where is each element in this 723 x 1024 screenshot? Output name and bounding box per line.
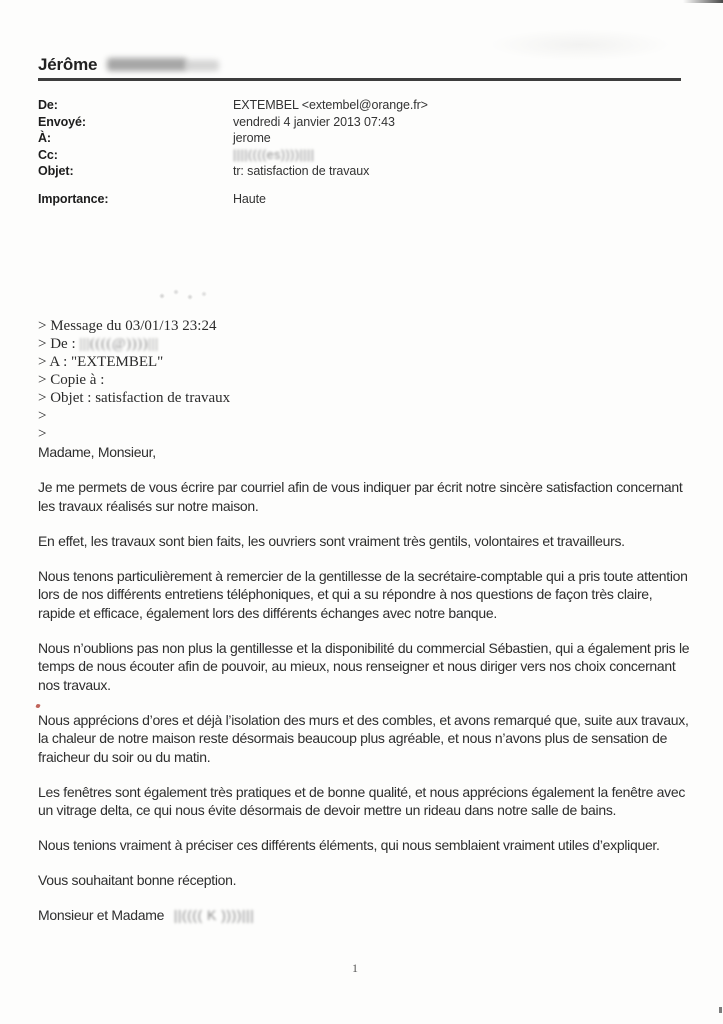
field-cc xyxy=(38,147,658,164)
scan-artifact-top-right-edge xyxy=(683,0,723,3)
body-paragraph: Les fenêtres sont également très pratiques et de bonne qualité, et nous apprécions également la fenêtre avec un vitrage delta, ce qui nous évite désormais de devoir mettre un rideau dans notre salle de bains. xyxy=(38,783,686,818)
field-cc-redacted-value: ||||((((es))))|||| xyxy=(233,147,315,162)
recipient-header xyxy=(38,55,219,75)
signature-redacted-name: ||(((( K ))))||| xyxy=(173,907,255,923)
header-divider xyxy=(38,78,681,81)
quoted-message-header xyxy=(38,317,678,443)
quoted-de-prefix: > De : xyxy=(38,336,76,352)
quoted-line-objet: > Objet : satisfaction de travaux xyxy=(38,390,231,406)
email-body xyxy=(38,443,693,941)
field-envoye-value: vendredi 4 janvier 2013 07:43 xyxy=(233,114,395,129)
signature-line xyxy=(38,906,693,925)
quoted-line-copie: > Copie à : xyxy=(38,372,105,388)
email-header-fields xyxy=(38,97,658,208)
field-objet xyxy=(38,163,658,180)
scan-artifact-bottom-right-speck xyxy=(719,1007,722,1013)
quoted-de-redacted-email: |||((((@))))||| xyxy=(79,336,159,352)
body-paragraph-salutation: Madame, Monsieur, xyxy=(38,444,156,460)
field-envoye xyxy=(38,114,658,131)
field-a-value: jerome xyxy=(233,131,271,146)
quoted-line-de xyxy=(38,335,678,353)
body-paragraph: Je me permets de vous écrire par courriel afin de vous indiquer par écrit notre sincère satisfaction concernant les travaux réalisés sur notre maison. xyxy=(38,479,683,514)
signature-prefix: Monsieur et Madame xyxy=(38,907,165,923)
field-cc-label: Cc: xyxy=(38,147,58,162)
recipient-name: Jérôme xyxy=(38,55,98,74)
field-a-label: À: xyxy=(38,131,51,146)
body-paragraph: En effet, les travaux sont bien faits, les ouvriers sont vraiment très gentils, volontaires et travailleurs. xyxy=(38,532,625,549)
field-importance-label: Importance: xyxy=(38,191,109,206)
field-objet-label: Objet: xyxy=(38,164,74,179)
field-importance xyxy=(38,191,658,208)
field-de-value: EXTEMBEL <extembel@orange.fr> xyxy=(233,98,428,112)
redacted-surname-tail xyxy=(185,60,219,71)
quoted-empty-line-1: > xyxy=(38,408,47,424)
body-paragraph: Nous apprécions d’ores et déjà l’isolation des murs et des combles, et avons remarqué que, suite aux travaux, la chaleur de notre maison reste désormais beaucoup plus agréable, et nous n’avons plus de sensation de fraicheur du soir ou du matin. xyxy=(38,711,689,765)
scan-artifact-smudge xyxy=(152,288,212,300)
quoted-line-a: > A : "EXTEMBEL" xyxy=(38,354,164,370)
scan-artifact-top-smudge xyxy=(480,25,680,65)
field-de xyxy=(38,97,658,114)
body-paragraph: Nous tenions vraiment à préciser ces différents éléments, qui nous semblaient vraiment utiles d’expliquer. xyxy=(38,837,660,853)
field-envoye-label: Envoyé: xyxy=(38,114,86,129)
redacted-surname xyxy=(107,58,187,71)
body-paragraph: Nous n’oublions pas non plus la gentillesse et la disponibilité du commercial Sébastien, qui a également pris le temps de nous écouter afin de pouvoir, au mieux, nous renseigner et nous diriger vers nos choix concernant nos travaux. xyxy=(38,639,690,693)
page-number: 1 xyxy=(352,961,358,975)
field-objet-value: tr: satisfaction de travaux xyxy=(233,164,370,179)
field-importance-value: Haute xyxy=(233,191,266,206)
field-a xyxy=(38,130,658,147)
body-paragraph: Nous tenons particulièrement à remercier de la gentillesse de la secrétaire-comptable qui a pris toute attention lors de nos différents entretiens téléphoniques, et qui a su répondre à nos questions de façon très claire, rapide et efficace, également lors des différents échanges avec notre banque. xyxy=(38,567,688,621)
field-de-label: De: xyxy=(38,98,58,112)
quoted-empty-line-2: > xyxy=(38,426,47,442)
quoted-line-message: > Message du 03/01/13 23:24 xyxy=(38,318,217,334)
body-paragraph-closing: Vous souhaitant bonne réception. xyxy=(38,872,237,888)
